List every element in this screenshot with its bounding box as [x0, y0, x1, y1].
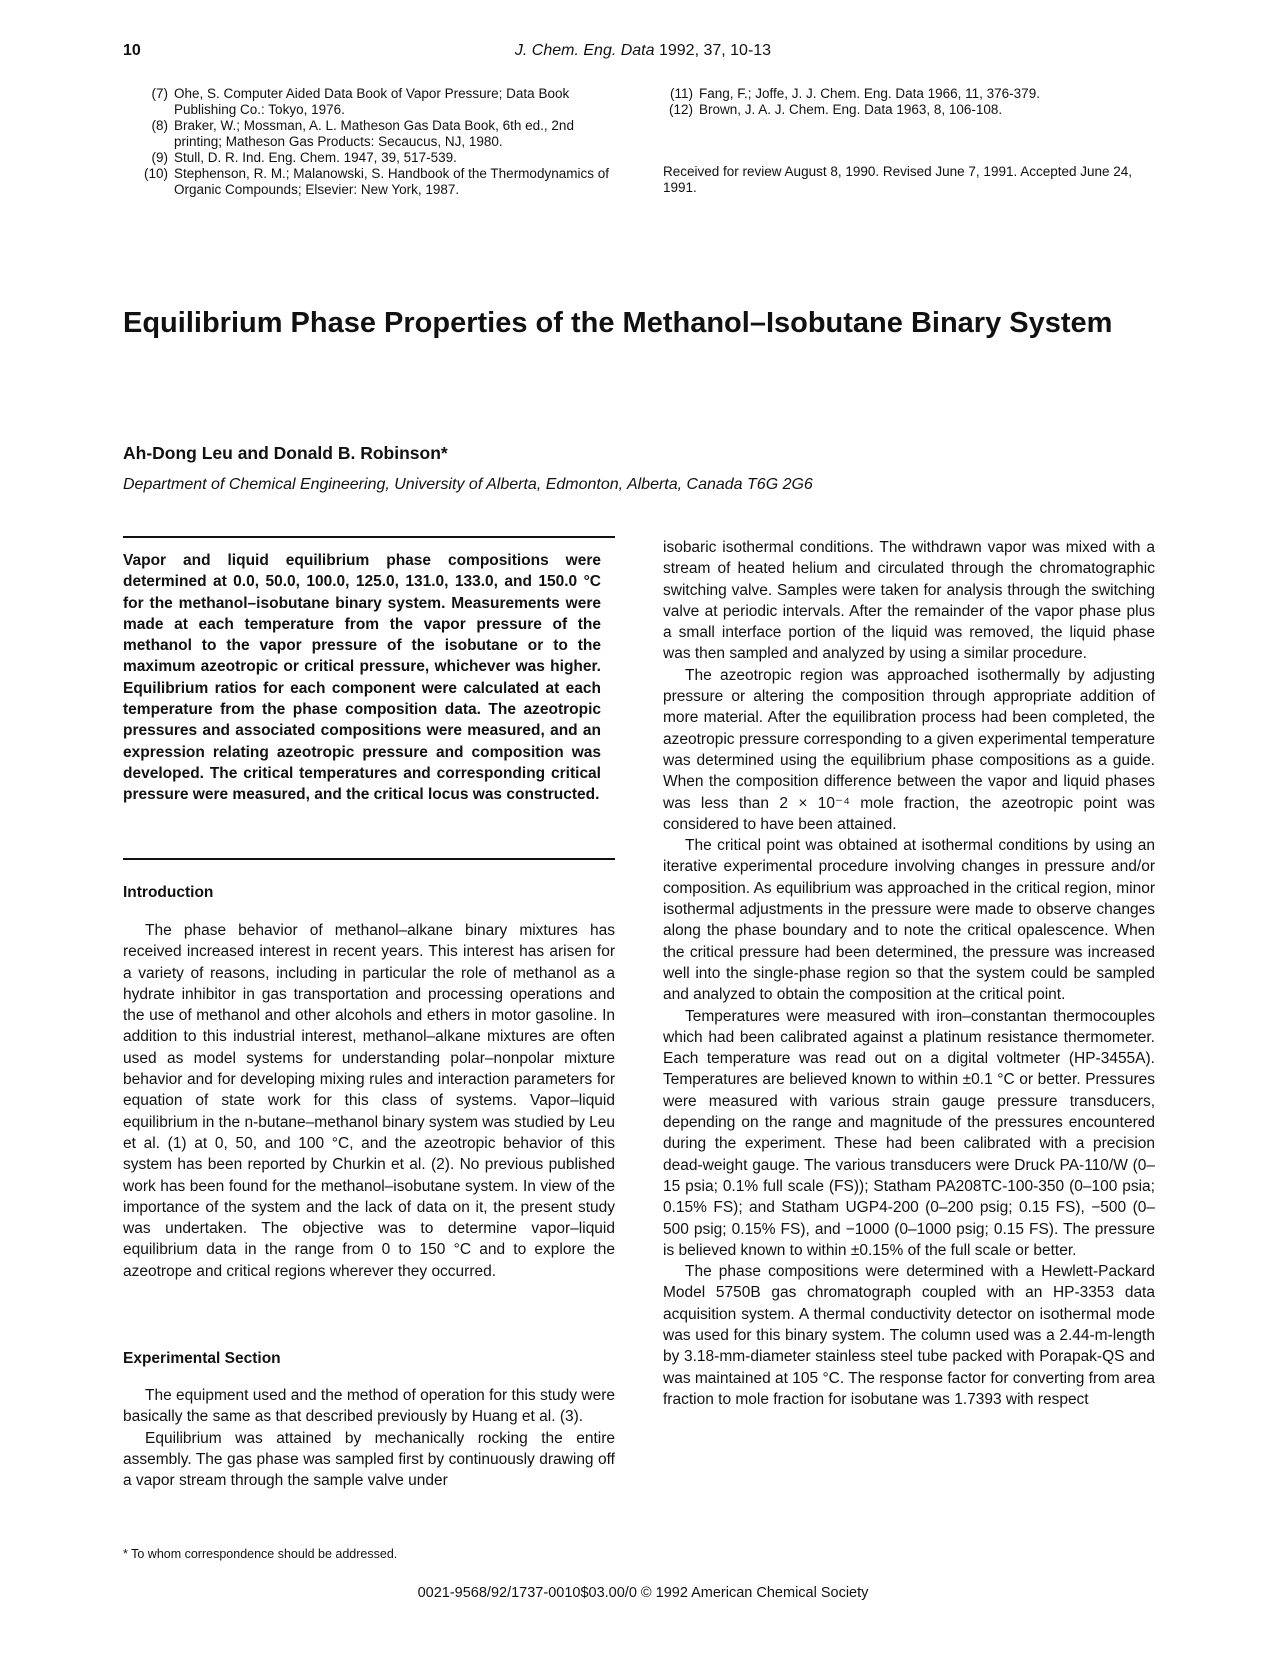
paragraph: isobaric isothermal conditions. The withdrawn vapor was mixed with a stream of heated helium and circulated through the chromatographic switching valve. Samples were taken for analysis through the switching valve at periodic intervals. After the remainder of the vapor phase plus a small interface portion of the liquid was removed, the liquid phase was then sampled and analyzed by using a similar procedure.	[663, 539, 1155, 663]
reference-number: (8)	[151, 118, 168, 133]
reference-number: (11)	[669, 86, 693, 101]
introduction-text	[123, 920, 615, 1282]
abstract-bottom-rule	[123, 858, 615, 860]
right-column-text	[663, 537, 1155, 1410]
reference-number: (7)	[151, 86, 168, 101]
reference-text: Stull, D. R. Ind. Eng. Chem. 1947, 39, 517-539.	[174, 150, 457, 165]
article-authors: Ah-Dong Leu and Donald B. Robinson*	[123, 443, 448, 463]
reference-item	[660, 102, 1150, 118]
paragraph: The phase behavior of methanol–alkane binary mixtures has received increased interest in recent years. This interest has arisen for a variety of reasons, including in particular the role of methanol as a hydrate inhibitor in gas transportation and processing operations and the use of methanol and other alcohols and ethers in motor gasoline. In addition to this industrial interest, methanol–alkane mixtures are often used as model systems for understanding polar–nonpolar mixture behavior and for developing mixing rules and interaction parameters for equation of state work for this class of systems. Vapor–liquid equilibrium in the n-butane–methanol binary system was studied by Leu et al. (1) at 0, 50, and 100 °C, and the azeotropic behavior of this system has been reported by Churkin et al. (2). No previous published work has been found for the methanol–isobutane system. In view of the importance of the system and the lack of data on it, the present study was undertaken. The objective was to determine vapor–liquid equilibrium data in the range from 0 to 150 °C and to explore the azeotrope and critical regions wherever they occurred.	[123, 922, 615, 1280]
reference-list-right	[660, 86, 1150, 118]
paragraph: The critical point was obtained at isothermal conditions by using an iterative experimental procedure involving changes in pressure and/or composition. As equilibrium was approached in the critical region, minor isothermal adjustments in the pressure were made to observe changes along the phase boundary and to note the critical opalescence. When the critical pressure had been determined, the pressure was increased well into the single-phase region so that the system could be sampled and analyzed to obtain the composition at the critical point.	[663, 837, 1155, 1004]
abstract-top-rule	[123, 536, 615, 538]
correspondence-footnote: * To whom correspondence should be addressed.	[123, 1547, 398, 1561]
paragraph: The equipment used and the method of operation for this study were basically the same as that described previously by Huang et al. (3).	[123, 1387, 615, 1426]
article-title: Equilibrium Phase Properties of the Methanol–Isobutane Binary System	[123, 307, 1113, 339]
abstract: Vapor and liquid equilibrium phase compositions were determined at 0.0, 50.0, 100.0, 125.0, 131.0, 133.0, and 150.0 °C for the methanol–isobutane binary system. Measurements were made at each temperature from the vapor pressure of the methanol to the vapor pressure of the isobutane or to the maximum azeotropic or critical pressure, whichever was higher. Equilibrium ratios for each component were calculated at each temperature from the phase composition data. The azeotropic pressures and associated compositions were measured, and an expression relating azeotropic pressure and composition was developed. The critical temperatures and corresponding critical pressure were measured, and the critical locus was constructed.	[123, 552, 601, 804]
page-footer: 0021-9568/92/1737-0010$03.00/0 © 1992 American Chemical Society	[417, 1585, 869, 1601]
reference-item	[135, 150, 622, 166]
reference-item	[660, 86, 1150, 102]
reference-list-left	[135, 86, 622, 198]
page-number: 10	[123, 42, 141, 59]
reference-item	[135, 86, 622, 118]
journal-header	[0, 42, 1286, 60]
journal-name: J. Chem. Eng. Data	[514, 42, 655, 59]
journal-citation: 1992, 37, 10-13	[654, 42, 772, 59]
reference-text: Stephenson, R. M.; Malanowski, S. Handbook of the Thermodynamics of Organic Compounds; Elsevier: New York, 1987.	[174, 166, 609, 197]
reference-text: Ohe, S. Computer Aided Data Book of Vapor Pressure; Data Book Publishing Co.: Tokyo, 1976.	[174, 86, 570, 117]
reference-text: Brown, J. A. J. Chem. Eng. Data 1963, 8, 106-108.	[699, 102, 1003, 117]
received-note: Received for review August 8, 1990. Revised June 7, 1991. Accepted June 24, 1991.	[663, 164, 1133, 195]
reference-text: Fang, F.; Joffe, J. J. Chem. Eng. Data 1966, 11, 376-379.	[699, 86, 1040, 101]
experimental-text	[123, 1385, 615, 1491]
author-affiliation: Department of Chemical Engineering, University of Alberta, Edmonton, Alberta, Canada T6G 2G6	[123, 476, 813, 493]
reference-number: (9)	[151, 150, 168, 165]
section-heading-experimental: Experimental Section	[123, 1350, 281, 1367]
reference-number: (10)	[143, 166, 168, 181]
paragraph: Equilibrium was attained by mechanically rocking the entire assembly. The gas phase was sampled first by continuously drawing off a vapor stream through the sample valve under	[123, 1429, 615, 1490]
reference-item	[135, 118, 622, 150]
reference-item	[135, 166, 622, 198]
reference-text: Braker, W.; Mossman, A. L. Matheson Gas Data Book, 6th ed., 2nd printing; Matheson Gas Products: Secaucus, NJ, 1980.	[174, 118, 574, 149]
paragraph: The phase compositions were determined with a Hewlett-Packard Model 5750B gas chromatograph coupled with an HP-3353 data acquisition system. A thermal conductivity detector on isothermal mode was used for this binary system. The column used was a 2.44-m-length by 3.18-mm-diameter stainless steel tube packed with Porapak-QS and was maintained at 105 °C. The response factor for converting from area fraction to mole fraction for isobutane was 1.7393 with respect	[663, 1263, 1155, 1408]
paragraph: The azeotropic region was approached isothermally by adjusting pressure or altering the composition through appropriate addition of more material. After the equilibration process had been completed, the azeotropic pressure corresponding to a given experimental temperature was determined using the equilibrium phase compositions as a guide. When the composition difference between the vapor and liquid phases was less than 2 × 10⁻⁴ mole fraction, the azeotropic point was considered to have been attained.	[663, 666, 1155, 833]
reference-number: (12)	[668, 102, 693, 117]
section-heading-introduction: Introduction	[123, 884, 214, 901]
paragraph: Temperatures were measured with iron–constantan thermocouples which had been calibrated against a platinum resistance thermometer. Each temperature was read out on a digital voltmeter (HP-3455A). Temperatures are believed known to within ±0.1 °C or better. Pressures were measured with various strain gauge pressure transducers, depending on the range and magnitude of the pressures encountered during the experiment. These had been calibrated with a precision dead-weight gauge. The various transducers were Druck PA-110/W (0–15 psia; 0.1% full scale (FS)); Statham PA208TC-100-350 (0–100 psia; 0.15% FS); and Statham UGP4-200 (0–200 psig; 0.15 FS), −500 (0–500 psig; 0.15% FS), and −1000 (0–1000 psig; 0.15 FS). The pressure is believed known to within ±0.15% of the full scale or better.	[663, 1007, 1155, 1259]
